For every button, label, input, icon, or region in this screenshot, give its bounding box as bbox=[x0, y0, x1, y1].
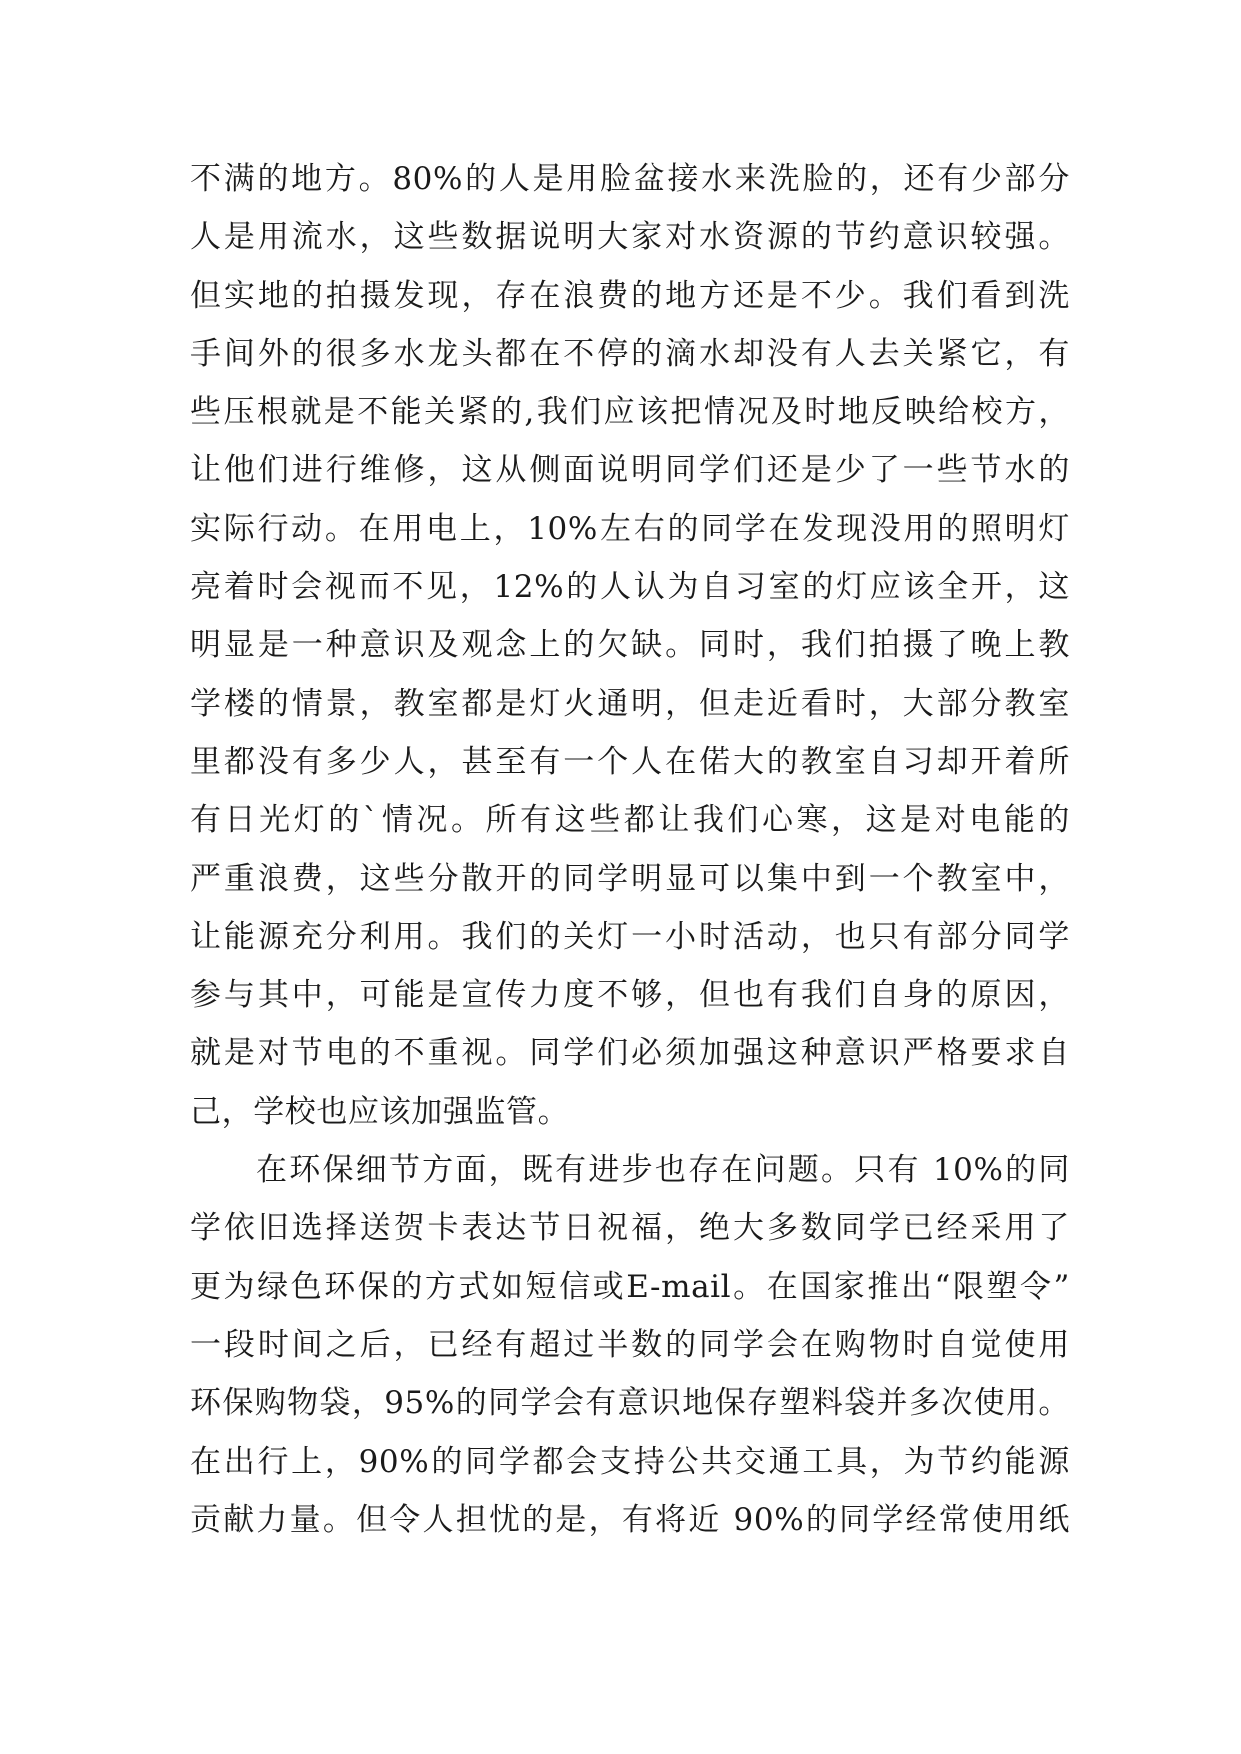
text-line: 更为绿色环保的方式如短信或E-mail。在国家推出“限塑令” bbox=[190, 1268, 1070, 1305]
text-line: 严重浪费，这些分散开的同学明显可以集中到一个教室中， bbox=[190, 860, 1070, 897]
text-line: 学楼的情景，教室都是灯火通明，但走近看时，大部分教室 bbox=[190, 685, 1070, 722]
text-line: 学依旧选择送贺卡表达节日祝福，绝大多数同学已经采用了 bbox=[190, 1210, 1070, 1247]
text-line: 让他们进行维修，这从侧面说明同学们还是少了一些节水的 bbox=[190, 452, 1070, 489]
text-line: 贡献力量。但令人担忧的是，有将近 90%的同学经常使用纸 bbox=[190, 1501, 1070, 1538]
text-line: 些压根就是不能关紧的,我们应该把情况及时地反映给校方， bbox=[190, 394, 1070, 431]
text-line: 明显是一种意识及观念上的欠缺。同时，我们拍摄了晚上教 bbox=[190, 627, 1070, 664]
text-line: 在环保细节方面，既有进步也存在问题。只有 10%的同 bbox=[256, 1152, 1070, 1189]
text-line: 让能源充分利用。我们的关灯一小时活动，也只有部分同学 bbox=[190, 918, 1070, 955]
body-text bbox=[190, 150, 1070, 1549]
text-line: 但实地的拍摄发现，存在浪费的地方还是不少。我们看到洗 bbox=[190, 277, 1070, 314]
text-line: 就是对节电的不重视。同学们必须加强这种意识严格要求自 bbox=[190, 1035, 1070, 1072]
text-line: 实际行动。在用电上，10%左右的同学在发现没用的照明灯 bbox=[190, 510, 1070, 547]
text-line: 亮着时会视而不见，12%的人认为自习室的灯应该全开，这 bbox=[190, 569, 1070, 606]
text-line: 一段时间之后，已经有超过半数的同学会在购物时自觉使用 bbox=[190, 1326, 1070, 1363]
text-line: 里都没有多少人，甚至有一个人在偌大的教室自习却开着所 bbox=[190, 743, 1070, 780]
text-line: 不满的地方。80%的人是用脸盆接水来洗脸的，还有少部分 bbox=[190, 161, 1070, 197]
text-line: 人是用流水，这些数据说明大家对水资源的节约意识较强。 bbox=[190, 219, 1070, 256]
paragraph-water-electricity bbox=[190, 150, 1070, 1141]
text-line: 在出行上，90%的同学都会支持公共交通工具，为节约能源 bbox=[190, 1443, 1070, 1480]
text-line: 环保购物袋，95%的同学会有意识地保存塑料袋并多次使用。 bbox=[190, 1385, 1070, 1422]
text-line: 有日光灯的`情况。所有这些都让我们心寒，这是对电能的 bbox=[190, 802, 1070, 839]
text-line: 参与其中，可能是宣传力度不够，但也有我们自身的原因， bbox=[190, 977, 1070, 1014]
paragraph-environmental-details bbox=[190, 1141, 1070, 1549]
text-line: 手间外的很多水龙头都在不停的滴水却没有人去关紧它，有 bbox=[190, 335, 1070, 372]
text-line: 己，学校也应该加强监管。 bbox=[190, 1093, 570, 1130]
